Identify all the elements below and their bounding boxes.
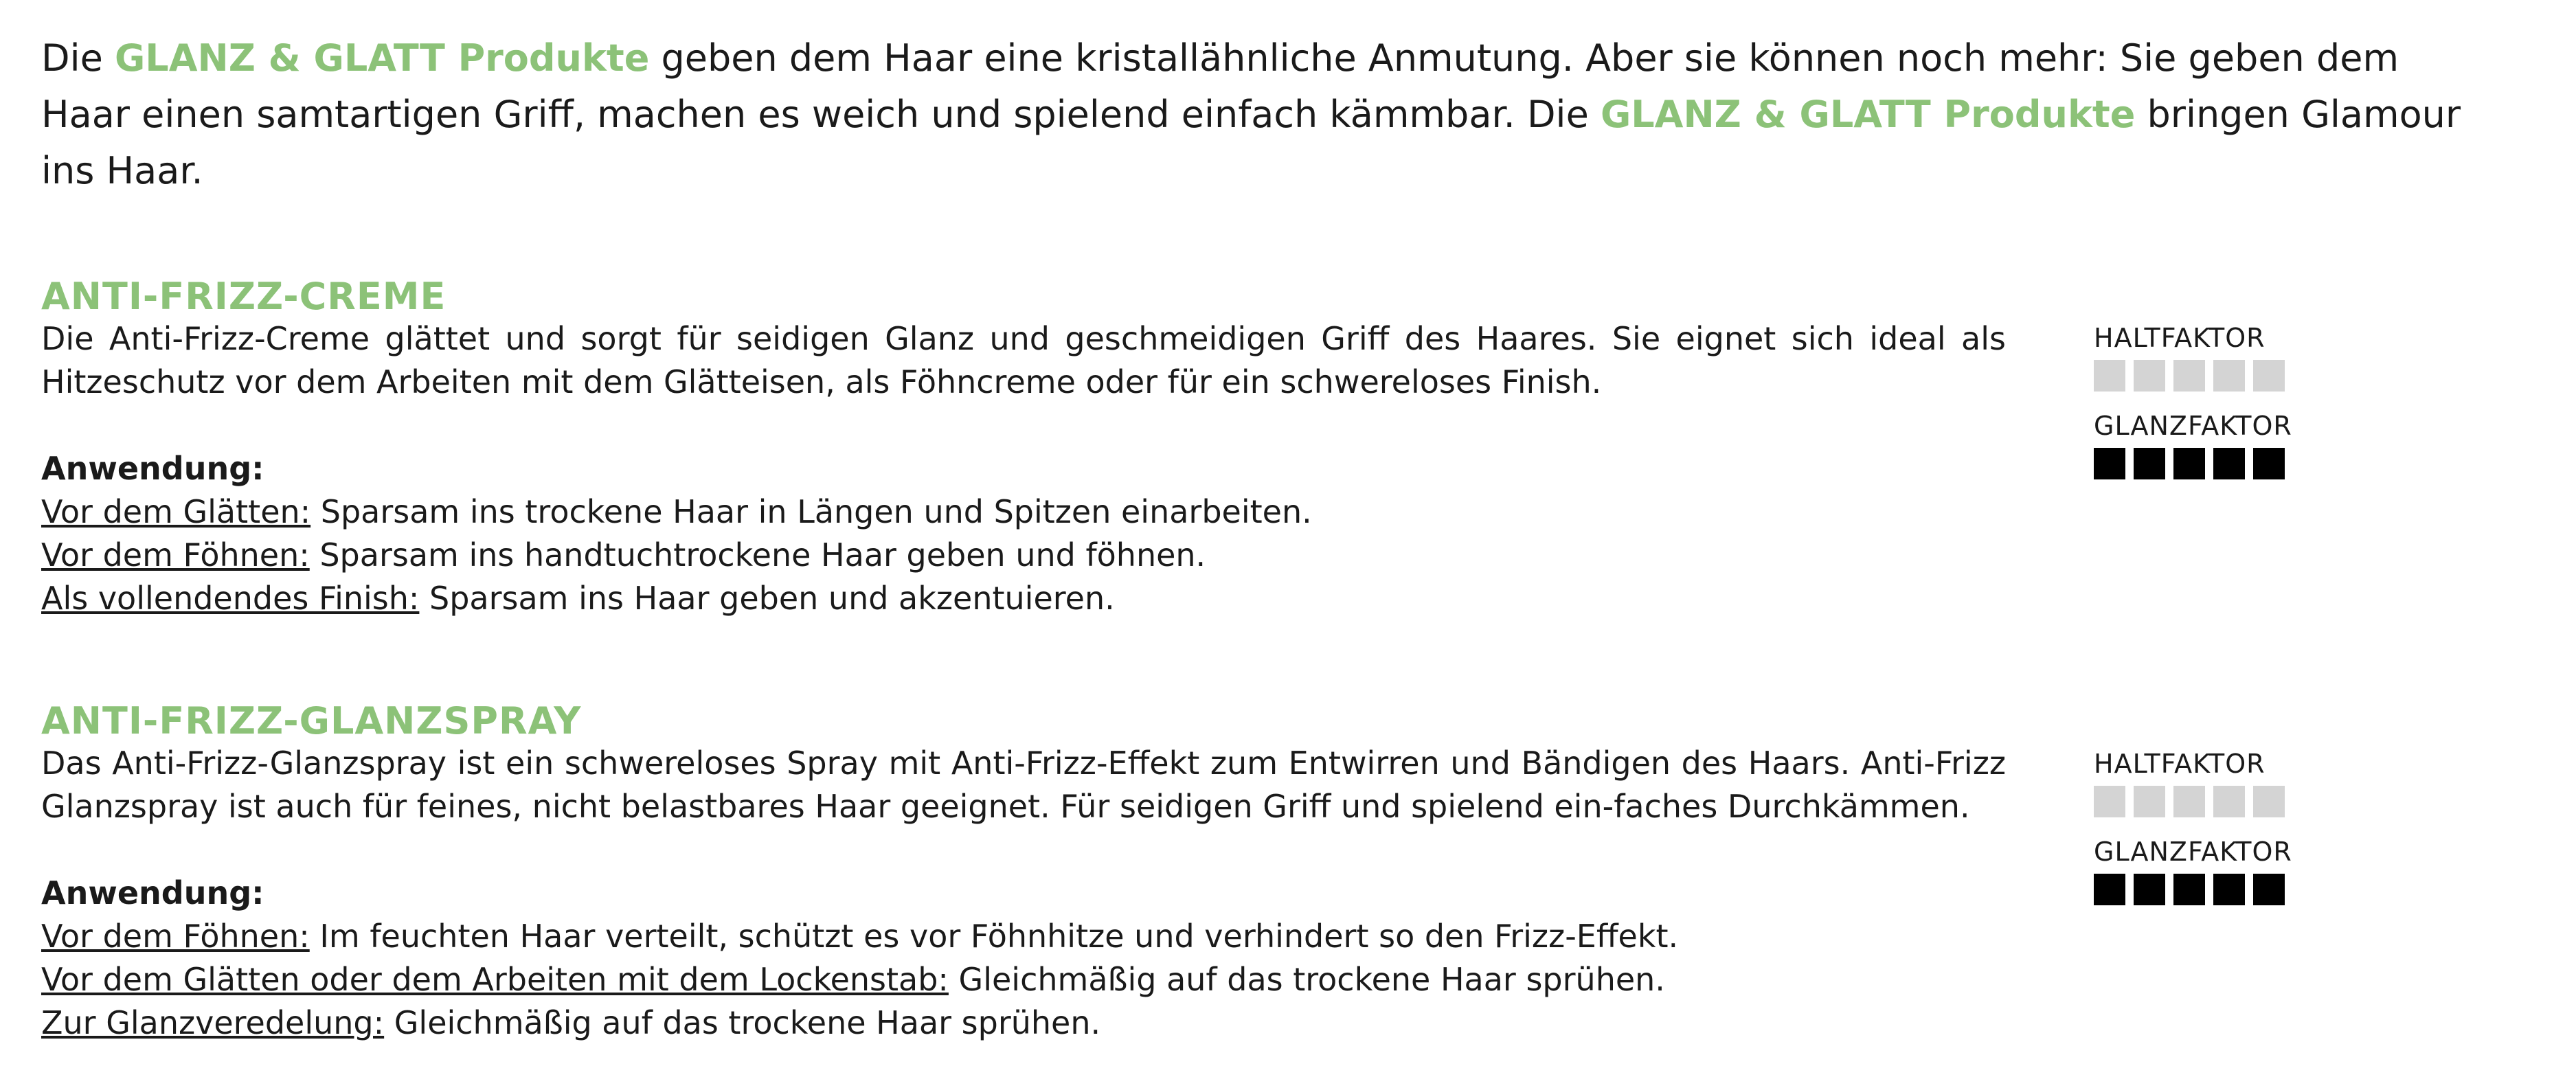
usage-label: Als vollendendes Finish: (41, 580, 420, 617)
halt-factor-label: HALTFAKTOR (2094, 323, 2266, 353)
brand-name: GLANZ & GLATT Produkte (114, 36, 650, 80)
usage-text: Gleichmäßig auf das trockene Haar sprühen. (948, 961, 1665, 998)
usage-label: Zur Glanzveredelung: (41, 1004, 385, 1041)
glanz-factor (2094, 837, 2314, 905)
usage-line (41, 534, 2542, 577)
product-title: ANTI-FRIZZ-GLANZSPRAY (41, 699, 582, 743)
usage-line (41, 577, 2542, 620)
rating-square-empty (2213, 786, 2245, 817)
usage-line (41, 490, 2542, 534)
rating-square-empty (2253, 786, 2285, 817)
usage-text: Sparsam ins Haar geben und akzentuieren. (419, 580, 1115, 617)
halt-factor-rating (2094, 786, 2314, 817)
rating-square-filled (2173, 448, 2205, 479)
usage-text: Sparsam ins trockene Haar in Längen und Spitzen einarbeiten. (310, 493, 1312, 530)
rating-square-filled (2134, 874, 2165, 905)
rating-square-filled (2253, 874, 2285, 905)
rating-square-filled (2134, 448, 2165, 479)
rating-square-empty (2134, 786, 2165, 817)
halt-factor (2094, 323, 2314, 392)
rating-square-filled (2094, 448, 2125, 479)
product-title: ANTI-FRIZZ-CREME (41, 275, 447, 318)
rating-square-filled (2094, 874, 2125, 905)
usage-heading: Anwendung: (41, 450, 264, 487)
usage-heading: Anwendung: (41, 874, 264, 911)
halt-factor-label: HALTFAKTOR (2094, 749, 2266, 779)
usage-label: Vor dem Föhnen: (41, 918, 310, 955)
usage-text: Im feuchten Haar verteilt, schützt es vor Föhnhitze und verhindert so den Frizz-Effekt. (309, 918, 1679, 955)
factor-panel (2094, 749, 2314, 905)
rating-square-empty (2253, 360, 2285, 392)
usage-text: Gleichmäßig auf das trockene Haar sprühen. (384, 1004, 1101, 1041)
brand-name: GLANZ & GLATT Produkte (1600, 93, 2136, 136)
rating-square-empty (2094, 360, 2125, 392)
glanz-factor (2094, 411, 2314, 479)
factor-panel (2094, 323, 2314, 479)
rating-square-filled (2253, 448, 2285, 479)
rating-square-filled (2213, 874, 2245, 905)
rating-square-empty (2173, 786, 2205, 817)
glanz-factor-label: GLANZFAKTOR (2094, 411, 2292, 441)
usage-label: Vor dem Glätten: (41, 493, 311, 530)
intro-text-1: Die (41, 36, 115, 80)
halt-factor-rating (2094, 360, 2314, 392)
intro-paragraph (41, 30, 2487, 199)
glanz-factor-rating (2094, 874, 2314, 905)
usage-line (41, 915, 2542, 958)
product-description: Die Anti-Frizz-Creme glättet und sorgt für seidigen Glanz und geschmeidigen Griff des Haares. Sie eignet sich ideal als Hitzeschutz vor dem Arbeiten mit dem Glätteisen, als Föhncreme oder für ein schwereloses Finish. (41, 320, 2006, 400)
glanz-factor-label: GLANZFAKTOR (2094, 837, 2292, 867)
product-description: Das Anti-Frizz-Glanzspray ist ein schwereloses Spray mit Anti-Frizz-Effekt zum Entwirren und Bändigen des Haars. Anti-Frizz Glanzspray ist auch für feines, nicht belastbares Haar geeignet. Für seidigen Griff und spielend ein-faches Durchkämmen. (41, 745, 2006, 825)
rating-square-empty (2213, 360, 2245, 392)
usage-label: Vor dem Föhnen: (41, 536, 310, 574)
usage-label: Vor dem Glätten oder dem Arbeiten mit dem Lockenstab: (41, 961, 949, 998)
usage-line (41, 1001, 2542, 1045)
intro-text-3: bringen Glamour ins Haar. (41, 93, 2461, 192)
rating-square-empty (2094, 786, 2125, 817)
glanz-factor-rating (2094, 448, 2314, 479)
rating-square-empty (2134, 360, 2165, 392)
usage-line (41, 958, 2542, 1001)
rating-square-filled (2173, 874, 2205, 905)
halt-factor (2094, 749, 2314, 817)
rating-square-filled (2213, 448, 2245, 479)
usage-text: Sparsam ins handtuchtrockene Haar geben und föhnen. (309, 536, 1206, 574)
intro-text-2: geben dem Haar eine kristallähnliche Anmutung. Aber sie können noch mehr: Sie geben dem Haar einen samtartigen Griff, machen es weich und spielend einfach kämmbar. Die (41, 36, 2399, 136)
rating-square-empty (2173, 360, 2205, 392)
